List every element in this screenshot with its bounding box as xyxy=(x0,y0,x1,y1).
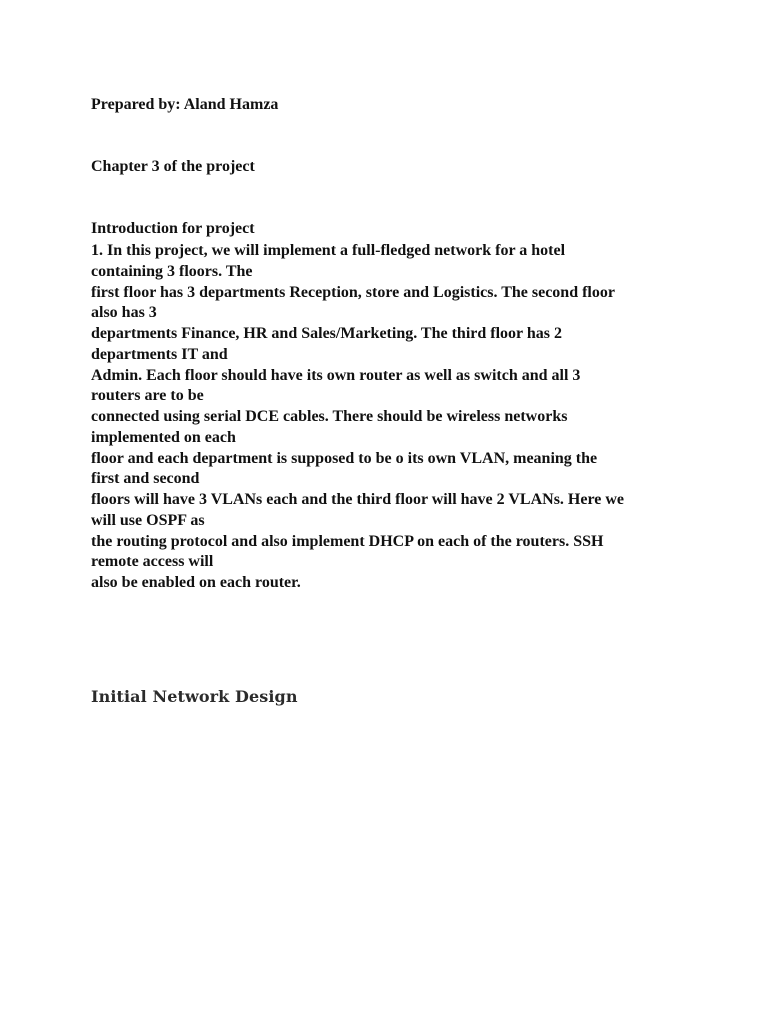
intro-line: the routing protocol and also implement DHCP on each of the routers. SSH xyxy=(91,533,604,550)
intro-line: remote access will xyxy=(91,553,214,570)
intro-line: departments Finance, HR and Sales/Marketing. The third floor has 2 xyxy=(91,325,562,342)
intro-line: first floor has 3 departments Reception, store and Logistics. The second floor xyxy=(91,284,615,301)
intro-line: departments IT and xyxy=(91,346,228,363)
intro-line: also be enabled on each router. xyxy=(91,574,301,591)
chapter-title: Chapter 3 of the project xyxy=(91,158,255,175)
intro-line: will use OSPF as xyxy=(91,512,205,529)
intro-line: Admin. Each floor should have its own router as well as switch and all 3 xyxy=(91,367,581,384)
intro-line: first and second xyxy=(91,470,200,487)
intro-line: floor and each department is supposed to be o its own VLAN, meaning the xyxy=(91,450,598,467)
intro-line: also has 3 xyxy=(91,304,157,321)
prepared-by-line: Prepared by: Aland Hamza xyxy=(91,96,279,113)
section-heading: Initial Network Design xyxy=(91,687,298,706)
intro-line: routers are to be xyxy=(91,387,204,404)
intro-line: 1. In this project, we will implement a full-fledged network for a hotel xyxy=(91,242,566,259)
intro-heading: Introduction for project xyxy=(91,220,255,237)
intro-line: floors will have 3 VLANs each and the third floor will have 2 VLANs. Here we xyxy=(91,491,625,508)
intro-line: connected using serial DCE cables. There should be wireless networks xyxy=(91,408,568,425)
intro-line: containing 3 floors. The xyxy=(91,263,253,280)
intro-line: implemented on each xyxy=(91,429,236,446)
